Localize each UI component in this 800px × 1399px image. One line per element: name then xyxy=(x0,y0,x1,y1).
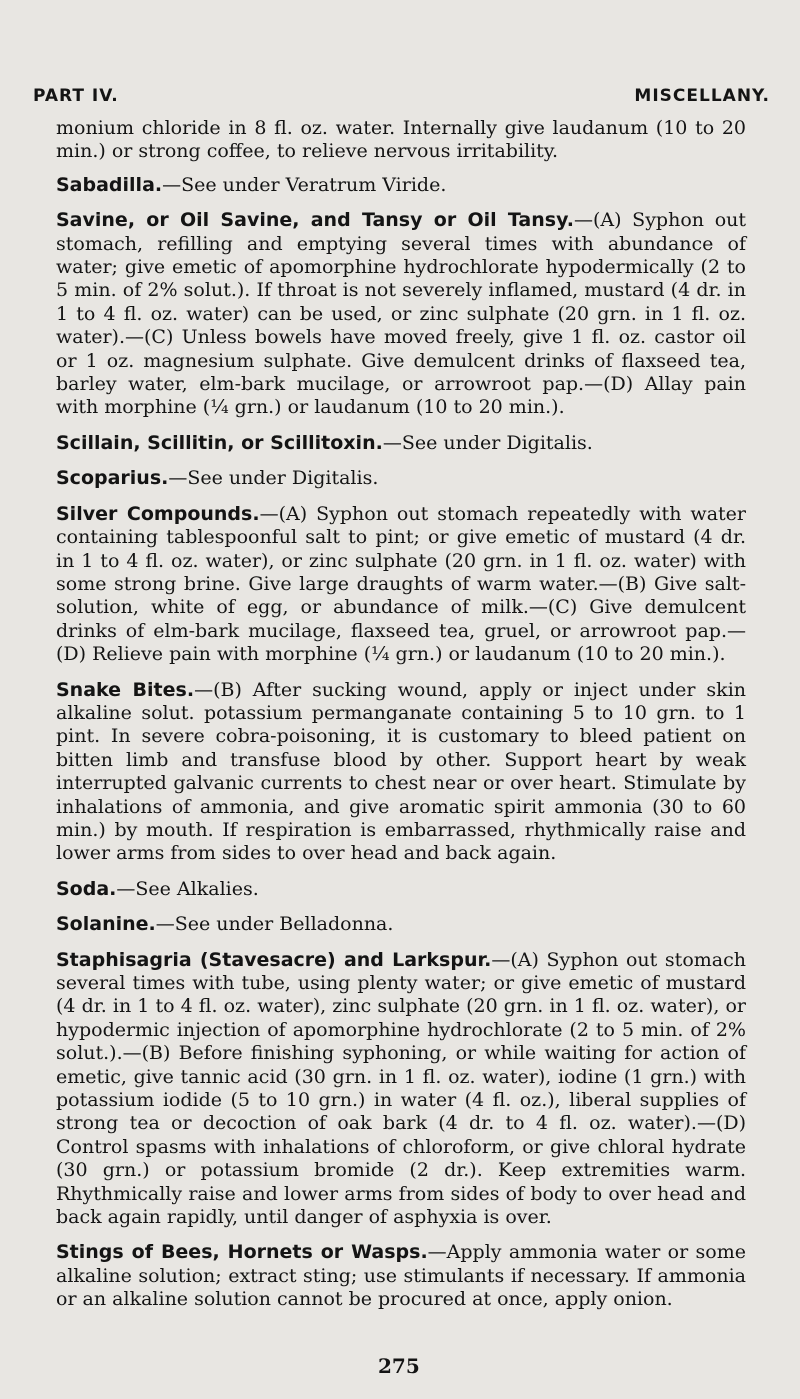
header-section: MISCELLANY. xyxy=(634,86,770,106)
page-number: 275 xyxy=(378,1354,420,1378)
entry-sabadilla xyxy=(56,174,746,197)
entry-headword: Savine, or Oil Savine, and Tansy or Oil Tansy. xyxy=(56,209,574,232)
entry-headword: Stings of Bees, Hornets or Wasps. xyxy=(56,1241,428,1264)
entry-text: —See Alkalies. xyxy=(116,877,259,900)
entry-headword: Scoparius. xyxy=(56,467,169,490)
entry-text: —(A) Syphon out stomach, refilling and emptying several times with abundance of water; give emetic of apomorphine hydrochlorate hypodermically (2 to 5 min. of 2% solut.). If throat is not severely inflamed, mustard (4 dr. in 1 to 4 fl. oz. water) can be used, or zinc sulphate (20 grn. in 1 fl. oz. water).—(C) Unless bowels have moved freely, give 1 fl. oz. castor oil or 1 oz. magnesium sulphate. Give demulcent drinks of flaxseed tea, barley water, elm-bark mucilage, or arrowroot pap.—(D) Allay pain with morphine (¼ grn.) or laudanum (10 to 20 min.). xyxy=(56,209,747,419)
continuation-paragraph: monium chloride in 8 fl. oz. water. Internally give laudanum (10 to 20 min.) or strong coffee, to relieve nervous irritability. xyxy=(56,117,746,163)
entry-headword: Soda. xyxy=(56,877,117,900)
header-part: PART IV. xyxy=(33,86,119,106)
entry-scoparius xyxy=(56,467,746,490)
page-body xyxy=(56,117,746,1324)
entry-headword: Scillain, Scillitin, or Scillitoxin. xyxy=(56,431,383,454)
entry-headword: Silver Compounds. xyxy=(56,502,260,525)
entry-headword: Sabadilla. xyxy=(56,173,163,196)
entry-text: —See under Digitalis. xyxy=(382,431,593,454)
entry-snake-bites xyxy=(56,679,746,866)
entry-savine xyxy=(56,209,746,420)
entry-headword: Staphisagria (Stavesacre) and Larkspur. xyxy=(56,948,492,971)
entry-text: —(B) After sucking wound, apply or inject under skin alkaline solut. potassium permanganate containing 5 to 10 grn. to 1 pint. In severe cobra-poisoning, it is customary to bleed patient on bitten limb and transfuse blood by other. Support heart by weak interrupted galvanic currents to chest near or over heart. Stimulate by inhalations of ammonia, and give aromatic spirit ammonia (30 to 60 min.) by mouth. If respiration is embarrassed, rhythmically raise and lower arms from sides to over head and back again. xyxy=(56,678,747,865)
entry-staphisagria xyxy=(56,949,746,1230)
entry-text: —(A) Syphon out stomach several times with tube, using plenty water; or give emetic of mustard (4 dr. in 1 to 4 fl. oz. water), zinc sulphate (20 grn. in 1 fl. oz. water), or hypodermic injection of apomorphine hydrochlorate (2 to 5 min. of 2% solut.).—(B) Before finishing syphoning, or while waiting for action of emetic, give tannic acid (30 grn. in 1 fl. oz. water), iodine (1 grn.) with potassium iodide (5 to 10 grn.) in water (4 fl. oz.), liberal supplies of strong tea or decoction of oak bark (4 dr. to 4 fl. oz. water).—(D) Control spasms with inhalations of chloroform, or give chloral hydrate (30 grn.) or potassium bromide (2 dr.). Keep extremities warm. Rhythmically raise and lower arms from sides of body to over head and back again rapidly, until danger of asphyxia is over. xyxy=(56,948,746,1229)
entry-stings xyxy=(56,1241,746,1311)
entry-scillain xyxy=(56,432,746,455)
entry-text: —See under Belladonna. xyxy=(155,913,394,936)
entry-text: —See under Digitalis. xyxy=(168,467,379,490)
entry-headword: Snake Bites. xyxy=(56,678,195,701)
entry-silver-compounds xyxy=(56,503,746,667)
entry-text: —(A) Syphon out stomach repeatedly with water containing tablespoonful salt to pint; or give emetic of mustard (4 dr. in 1 to 4 fl. oz. water), or zinc sulphate (20 grn. in 1 fl. oz. water) with some strong brine. Give large draughts of warm water.—(B) Give salt-solution, white of egg, or abundance of milk.—(C) Give demulcent drinks of elm-bark mucilage, flaxseed tea, gruel, or arrowroot pap.—(D) Relieve pain with morphine (¼ grn.) or laudanum (10 to 20 min.). xyxy=(56,502,746,666)
entry-solanine xyxy=(56,913,746,936)
entry-soda xyxy=(56,878,746,901)
entry-text: —See under Veratrum Viride. xyxy=(162,173,447,196)
entry-text: —Apply ammonia water or some alkaline solution; extract sting; use stimulants if necessary. If ammonia or an alkaline solution cannot be procured at once, apply onion. xyxy=(56,1241,746,1311)
entry-headword: Solanine. xyxy=(56,913,156,936)
